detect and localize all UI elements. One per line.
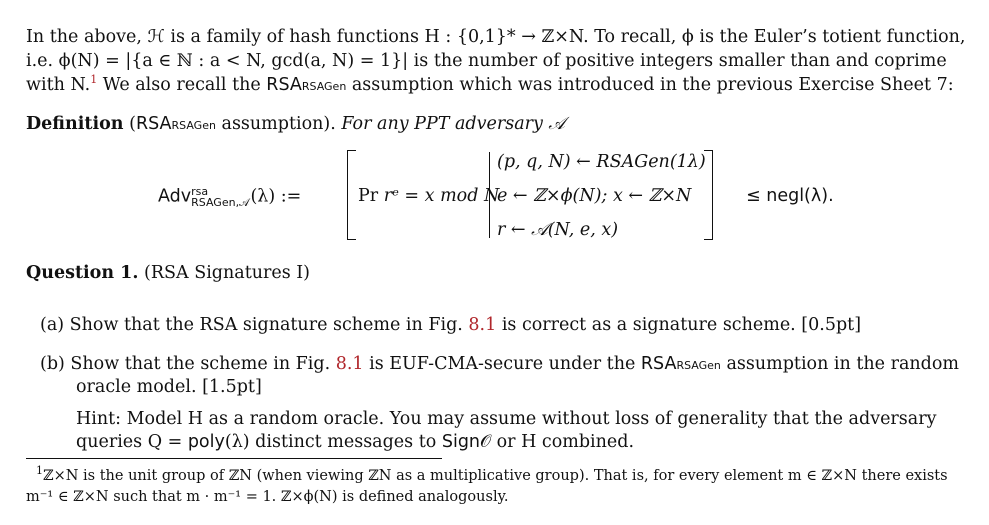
condition-sampling: e ← ℤ×ϕ(N); x ← ℤ×N xyxy=(497,186,692,206)
item-b-rsa-subscript: RSAGen xyxy=(676,359,721,372)
definition-paren-close: assumption). xyxy=(215,114,336,134)
item-b-text-3: assumption in the random xyxy=(720,354,959,374)
question-heading xyxy=(26,262,310,284)
question-title: (RSA Signatures I) xyxy=(138,263,311,283)
adv-argument: (λ) := xyxy=(250,186,302,207)
intro-text-3a: with N. xyxy=(26,75,91,95)
condition-adversary: r ← 𝒜(N, e, x) xyxy=(497,220,619,240)
probability-event xyxy=(358,186,499,206)
definition-rsa-subscript: RSAGen xyxy=(171,119,216,132)
intro-text-2: i.e. ϕ(N) = |{a ∈ ℕ : a < N, gcd(a, N) = 1}| is the number of positive integers smaller than and coprime xyxy=(26,51,947,71)
hint-line-2 xyxy=(76,431,634,453)
adv-subscript: RSAGen,𝒜 xyxy=(191,196,250,209)
footnote-line-1 xyxy=(36,464,948,485)
adv-superscript: rsa xyxy=(191,185,209,198)
figure-ref-link-b[interactable]: 8.1 xyxy=(335,354,364,374)
hint-text-c: or H combined. xyxy=(491,432,635,452)
item-b-rsa: RSA xyxy=(640,354,677,374)
intro-text-1: In the above, ℋ is a family of hash functions H : {0,1}* → ℤ×N. To recall, ϕ is the Euler’s totient function, xyxy=(26,27,966,47)
item-b-text-1: Show that the scheme in Fig. xyxy=(64,354,336,374)
intro-line-3 xyxy=(26,74,954,98)
definition-label: Definition xyxy=(26,114,124,134)
intro-line-2 xyxy=(26,50,947,72)
event-expression: rᵉ = x mod N xyxy=(383,186,500,206)
rsa-assumption-subscript: RSAGen xyxy=(301,80,347,93)
right-bracket xyxy=(704,150,713,240)
question-label: Question 1. xyxy=(26,263,139,283)
figure-ref-link-a[interactable]: 8.1 xyxy=(468,315,497,335)
pr-symbol: Pr xyxy=(358,186,379,206)
footnote-marker-link[interactable]: 1 xyxy=(90,73,98,87)
adv-symbol: Adv xyxy=(158,186,192,207)
footnote-divider xyxy=(26,458,442,459)
advantage-rhs: ≤ negl(λ). xyxy=(746,186,834,206)
footnote-text-1: ℤ×N is the unit group of ℤN (when viewing ℤN as a multiplicative group). That is, for every element m ∈ ℤ×N there exists xyxy=(43,468,948,484)
definition-body: For any PPT adversary 𝒜 xyxy=(335,114,565,134)
hint-sign-oracle: Sign𝒪 xyxy=(441,432,492,452)
left-bracket xyxy=(347,150,356,240)
item-b-label: (b) xyxy=(40,354,65,374)
advantage-lhs xyxy=(158,186,301,208)
definition-heading xyxy=(26,113,565,137)
intro-text-3c: assumption which was introduced in the previous Exercise Sheet 7: xyxy=(346,75,954,95)
definition-rsa: RSA xyxy=(135,114,172,134)
footnote-line-2: m⁻¹ ∈ ℤ×N such that m · m⁻¹ = 1. ℤ×ϕ(N) is defined analogously. xyxy=(26,489,509,505)
advantage-formula xyxy=(0,148,989,248)
item-a-text-1: Show that the RSA signature scheme in Fig. xyxy=(64,315,469,335)
hint-text-b: (λ) distinct messages to xyxy=(224,432,442,452)
condition-divider xyxy=(489,152,490,238)
item-a-text-2: is correct as a signature scheme. [0.5pt] xyxy=(496,315,862,335)
question-item-b xyxy=(40,353,959,377)
item-b-line-2: oracle model. [1.5pt] xyxy=(76,377,262,397)
item-b-text-2: is EUF-CMA-secure under the xyxy=(363,354,641,374)
condition-keygen: (p, q, N) ← RSAGen(1λ) xyxy=(497,152,706,172)
question-item-a xyxy=(40,314,861,336)
intro-text-3b: We also recall the xyxy=(97,75,267,95)
item-a-label: (a) xyxy=(40,315,65,335)
definition-paren: ( xyxy=(123,114,136,134)
hint-text-a: queries Q = xyxy=(76,432,188,452)
intro-line-1 xyxy=(26,26,965,48)
hint-line-1: Hint: Model H as a random oracle. You may assume without loss of generality that the adversary xyxy=(76,409,937,429)
footnote-number: 1 xyxy=(36,464,43,478)
hint-poly: poly xyxy=(187,432,225,452)
rsa-assumption-name: RSA xyxy=(266,75,302,95)
